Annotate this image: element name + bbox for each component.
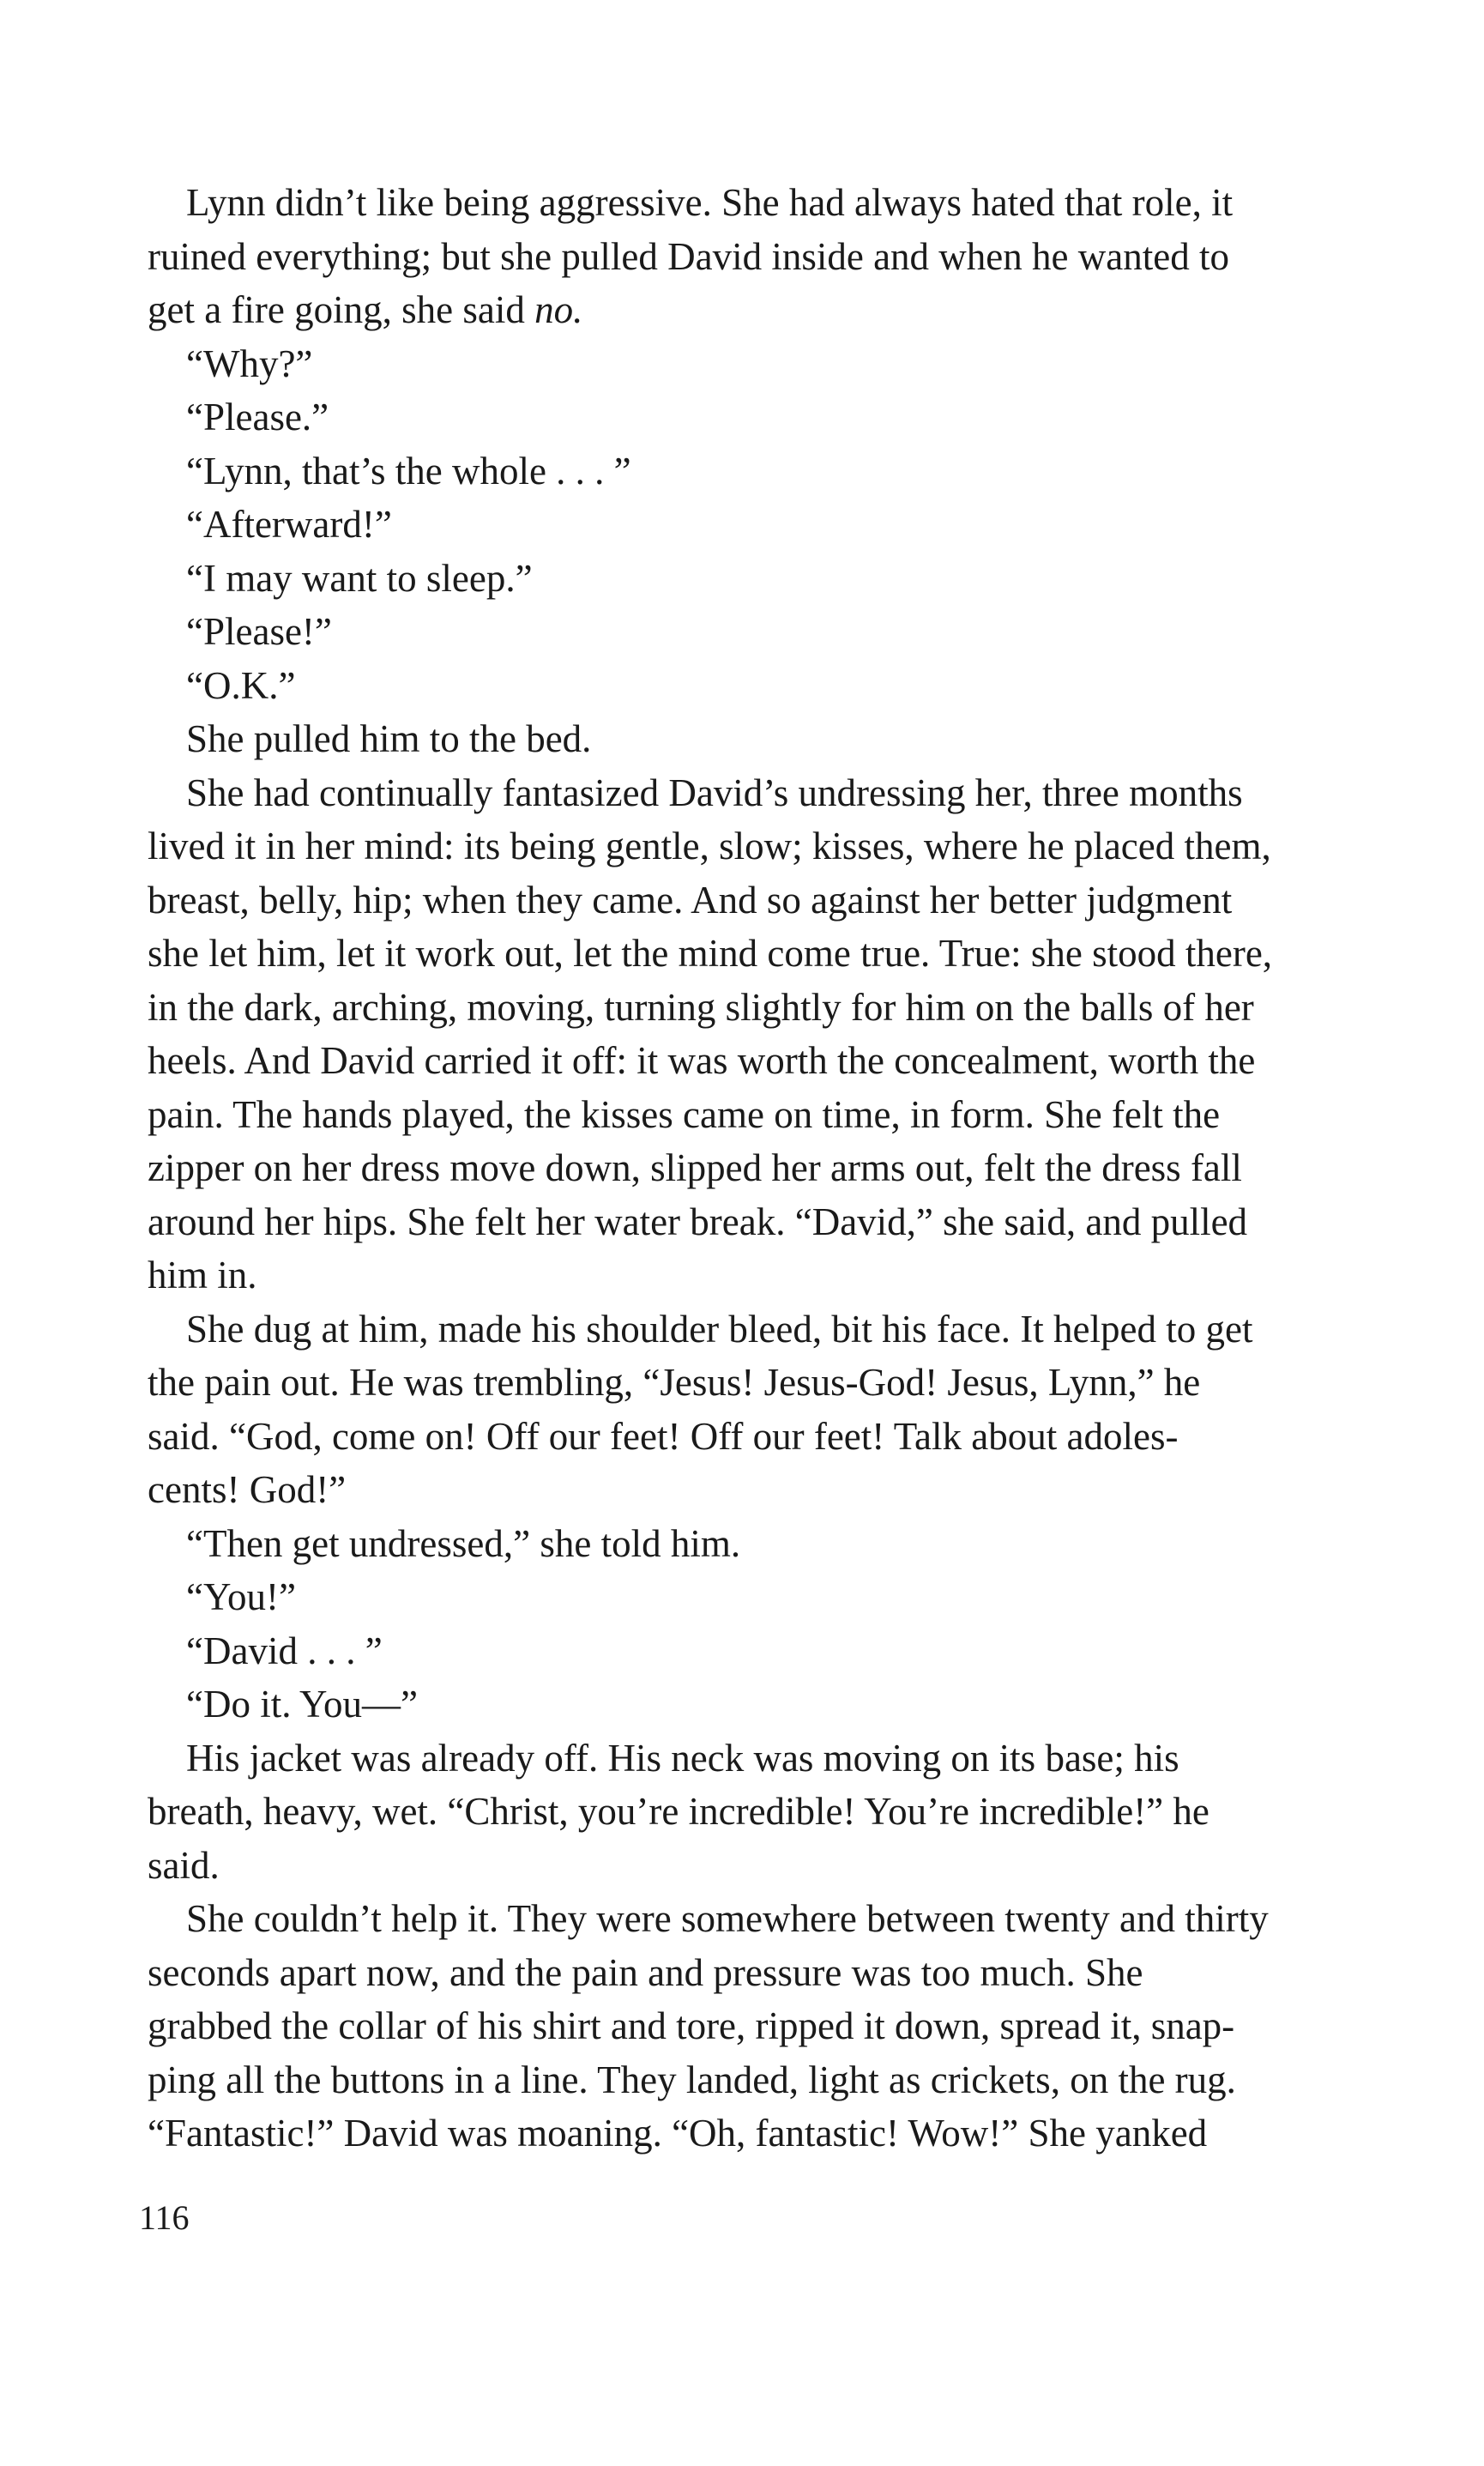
text-line: “Afterward!” [186,503,392,546]
text-line: “Please!” [186,610,332,653]
text-line: She couldn’t help it. They were somewhere between twenty and thirty [186,1897,1269,1940]
text-line: “Lynn, that’s the whole . . . ” [186,449,631,493]
text-line: “Why?” [186,341,313,385]
text-line: seconds apart now, and the pain and pressure was too much. She [148,1950,1143,1994]
text-line: She pulled him to the bed. [186,717,592,760]
text-line: “You!” [186,1575,296,1618]
text-line: “David . . . ” [186,1629,383,1672]
text-line: “Please.” [186,396,329,438]
text-line: grabbed the collar of his shirt and tore, ripped it down, spread it, snap- [148,2004,1235,2047]
text-line: pain. The hands played, the kisses came on time, in form. She felt the [148,1092,1221,1136]
text-line: “O.K.” [186,663,296,707]
text-line: him in. [148,1254,257,1296]
text-line: “Fantastic!” David was moaning. “Oh, fantastic! Wow!” She yanked [148,2112,1208,2155]
text-line: “Then get undressed,” she told him. [186,1521,741,1565]
text-line: She dug at him, made his shoulder bleed, bit his face. It helped to get [186,1307,1253,1351]
text-line: get a fire going, she said no. [148,288,583,331]
text-line: ruined everything; but she pulled David inside and when he wanted to [148,234,1229,278]
text-line: cents! God!” [148,1468,347,1511]
text-line: ping all the buttons in a line. They landed, light as crickets, on the rug. [148,2058,1236,2101]
text-line: Lynn didn’t like being aggressive. She had always hated that role, it [186,181,1234,224]
text-line: lived it in her mind: its being gentle, slow; kisses, where he placed them, [148,825,1271,867]
text-line: said. [148,1843,220,1887]
text-line: around her hips. She felt her water break. “David,” she said, and pulled [148,1200,1248,1243]
body-text [148,176,1348,2161]
text-line: zipper on her dress move down, slipped her arms out, felt the dress fall [148,1146,1242,1189]
emphasis-text: no. [534,288,583,331]
text-line: She had continually fantasized David’s undressing her, three months [186,771,1243,814]
text-line: “I may want to sleep.” [186,556,533,600]
text-line: breath, heavy, wet. “Christ, you’re incredible! You’re incredible!” he [148,1790,1210,1833]
text-line: said. “God, come on! Off our feet! Off our feet! Talk about adoles- [148,1414,1179,1458]
text-line: breast, belly, hip; when they came. And so against her better judgment [148,878,1233,922]
text-line: in the dark, arching, moving, turning slightly for him on the balls of her [148,985,1254,1029]
text-line: the pain out. He was trembling, “Jesus! Jesus-God! Jesus, Lynn,” he [148,1361,1201,1404]
text-line: “Do it. You—” [186,1683,419,1726]
page-number: 116 [139,2198,190,2237]
text-line: she let him, let it work out, let the mind come true. True: she stood there, [148,932,1273,975]
text-line: His jacket was already off. His neck was moving on its base; his [186,1736,1179,1780]
text-line: heels. And David carried it off: it was worth the concealment, worth the [148,1039,1256,1082]
